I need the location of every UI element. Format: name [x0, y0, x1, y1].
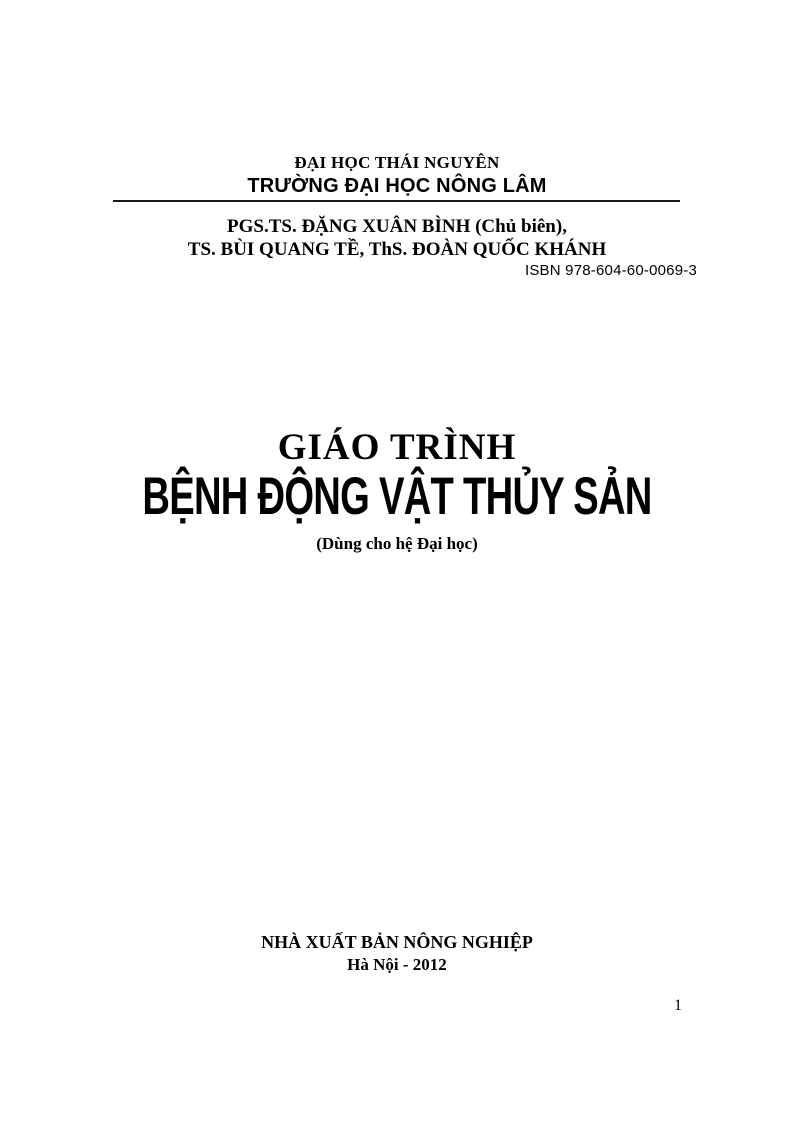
header-divider: [113, 200, 680, 202]
series-title: GIÁO TRÌNH: [277, 427, 517, 468]
page-number: 1: [674, 997, 682, 1014]
author-line-2: TS. BÙI QUANG TỀ, ThS. ĐOÀN QUỐC KHÁNH: [187, 239, 607, 260]
publisher-place-year: Hà Nội - 2012: [347, 955, 447, 974]
book-main-title: BỆNH ĐỘNG VẬT THỦY SẢN: [142, 467, 652, 526]
school-name: TRƯỜNG ĐẠI HỌC NÔNG LÂM: [247, 175, 547, 197]
university-name: ĐẠI HỌC THÁI NGUYÊN: [294, 153, 500, 172]
publisher-name: NHÀ XUẤT BẢN NÔNG NGHIỆP: [261, 932, 533, 952]
isbn-number: ISBN 978-604-60-0069-3: [524, 262, 697, 279]
book-subtitle: (Dùng cho hệ Đại học): [316, 534, 478, 553]
author-line-1: PGS.TS. ĐẶNG XUÂN BÌNH (Chủ biên),: [227, 216, 567, 237]
